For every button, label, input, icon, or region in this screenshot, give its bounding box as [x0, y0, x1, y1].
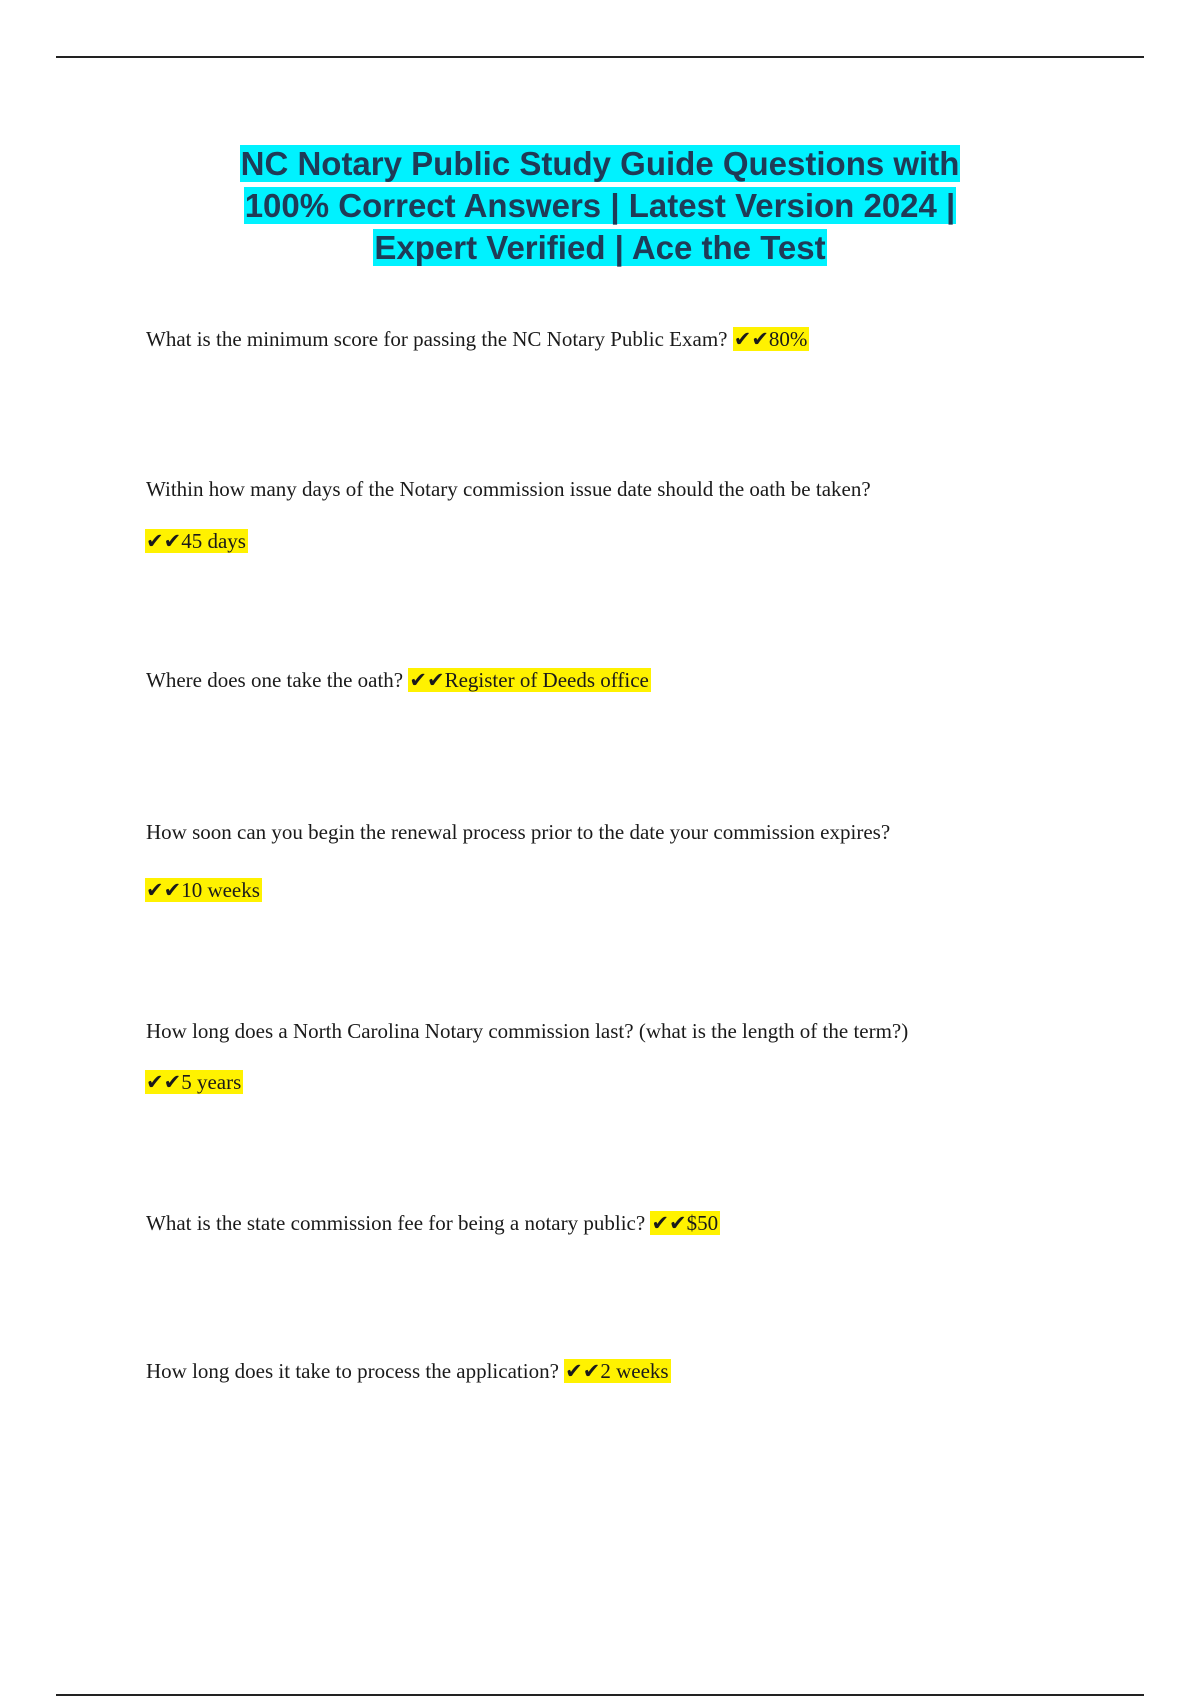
- question-text: How soon can you begin the renewal process prior to the date your commission expires?: [146, 820, 891, 844]
- answer-highlight: ✔✔45 days: [146, 529, 246, 553]
- qa-item-6: [146, 1208, 720, 1238]
- top-rule: [56, 56, 1144, 58]
- qa-item-7: [146, 1356, 671, 1386]
- qa-item-2: [146, 474, 871, 504]
- qa-item-3: [146, 665, 651, 695]
- answer-highlight: ✔✔2 weeks: [565, 1359, 669, 1383]
- answer-highlight: ✔✔5 years: [146, 1070, 242, 1094]
- qa-item-5: [146, 1016, 908, 1046]
- document-title: [100, 143, 1100, 269]
- qa-item-4: [146, 817, 890, 847]
- title-line: 100% Correct Answers | Latest Version 2024 |: [244, 187, 956, 224]
- qa-item-4-answer: [145, 875, 262, 905]
- question-text: What is the state commission fee for being a notary public?: [146, 1211, 646, 1235]
- qa-item-2-answer: [145, 526, 248, 556]
- answer-highlight: ✔✔10 weeks: [146, 878, 260, 902]
- qa-item-1: [146, 324, 809, 354]
- bottom-rule: [56, 1694, 1144, 1696]
- answer-highlight: ✔✔80%: [733, 327, 808, 351]
- question-text: What is the minimum score for passing the NC Notary Public Exam?: [146, 327, 728, 351]
- answer-highlight: ✔✔$50: [651, 1211, 719, 1235]
- question-text: How long does it take to process the application?: [146, 1359, 559, 1383]
- qa-item-5-answer: [145, 1067, 243, 1097]
- question-text: How long does a North Carolina Notary commission last? (what is the length of the term?): [146, 1019, 909, 1043]
- title-line: NC Notary Public Study Guide Questions with: [240, 145, 960, 182]
- question-text: Within how many days of the Notary commission issue date should the oath be taken?: [146, 477, 871, 501]
- answer-highlight: ✔✔Register of Deeds office: [409, 668, 649, 692]
- title-line: Expert Verified | Ace the Test: [374, 229, 826, 266]
- question-text: Where does one take the oath?: [146, 668, 404, 692]
